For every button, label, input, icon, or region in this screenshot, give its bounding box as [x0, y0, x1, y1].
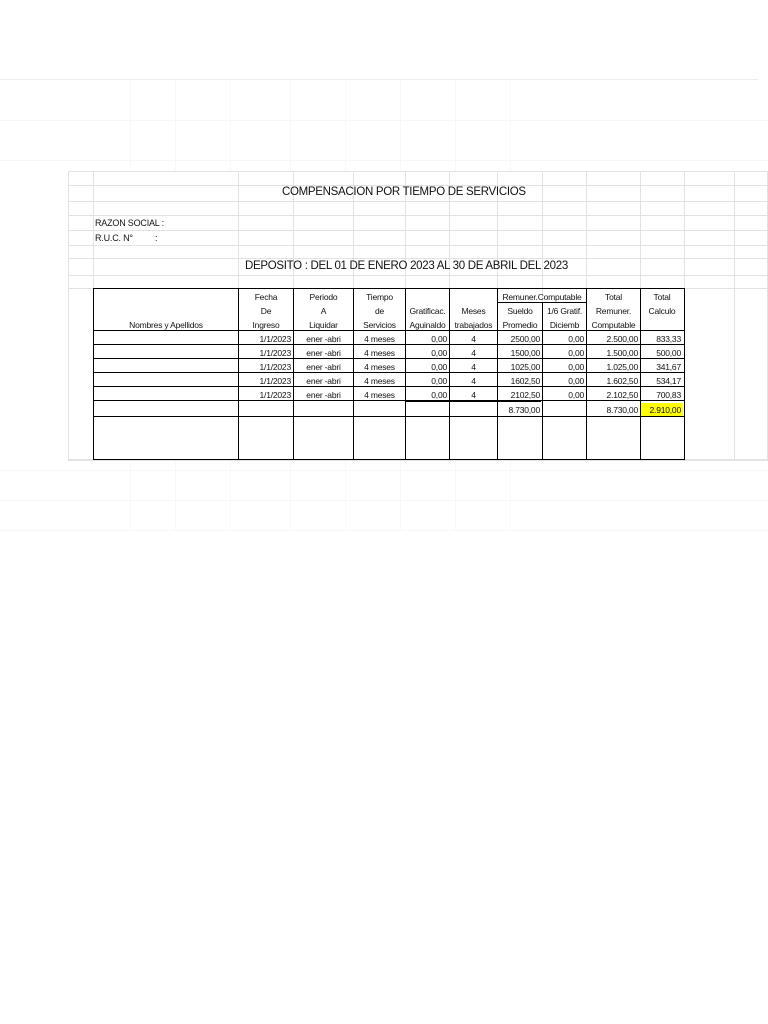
row-gratif16: 0,00: [568, 348, 584, 358]
header-gratif16-2: Diciemb: [549, 320, 580, 330]
header-fecha-1: Fecha: [254, 292, 278, 302]
table-row-line: [93, 416, 685, 417]
row-tiempo: 4 meses: [364, 334, 395, 344]
total-totalrem: 8.730,00: [606, 405, 638, 415]
backdrop-gridline: [0, 500, 768, 501]
row-gratif: 0,00: [431, 334, 447, 344]
table-row-line: [93, 372, 685, 373]
row-periodo: ener -abri: [306, 334, 341, 344]
sheet-gridline-h: [68, 245, 768, 246]
backdrop-gridline: [0, 160, 768, 161]
row-sueldo: 2102,50: [510, 390, 540, 400]
header-totalcalc-1: Total: [653, 292, 671, 302]
row-totalcalc: 341,67: [656, 362, 681, 372]
header-tiempo-1: Tiempo: [366, 292, 393, 302]
row-totalcalc: 700,83: [656, 390, 681, 400]
table-border-left: [93, 288, 94, 459]
ruc-label: R.U.C. N°: [95, 233, 133, 243]
backdrop-gridline: [0, 470, 768, 471]
header-totalcalc-2: Calculo: [648, 306, 676, 316]
totals-rule: [405, 401, 541, 402]
razon-social-label: RAZON SOCIAL :: [95, 218, 164, 228]
row-totalcalc: 500,00: [656, 348, 681, 358]
table-row-line: [93, 358, 685, 359]
row-meses: 4: [471, 376, 476, 386]
sheet-gridline-h: [68, 258, 768, 259]
row-meses: 4: [471, 390, 476, 400]
row-gratif: 0,00: [431, 390, 447, 400]
table-row-line: [93, 400, 685, 401]
row-fecha: 1/1/2023: [259, 362, 291, 372]
row-meses: 4: [471, 334, 476, 344]
header-periodo-1: Periodo: [309, 292, 338, 302]
sheet-gridline-h: [68, 275, 768, 276]
table-border-top: [93, 288, 685, 289]
row-gratif16: 0,00: [568, 376, 584, 386]
table-group-line: [497, 302, 586, 303]
row-sueldo: 1602,50: [510, 376, 540, 386]
row-periodo: ener -abri: [306, 348, 341, 358]
row-sueldo: 1025,00: [510, 362, 540, 372]
header-sueldo-2: Promedio: [502, 320, 538, 330]
header-gratif-2: Aguinaldo: [409, 320, 446, 330]
row-totalrem: 2.102,50: [606, 390, 638, 400]
sheet-gridline-h: [68, 171, 768, 172]
row-fecha: 1/1/2023: [259, 390, 291, 400]
document-title: COMPENSACION POR TIEMPO DE SERVICIOS: [282, 186, 526, 198]
sheet-gridline-h: [68, 201, 768, 202]
header-tiempo-3: Servicios: [363, 320, 396, 330]
row-periodo: ener -abri: [306, 362, 341, 372]
row-tiempo: 4 meses: [364, 390, 395, 400]
ruc-colon: :: [155, 233, 158, 243]
row-sueldo: 2500,00: [510, 334, 540, 344]
row-periodo: ener -abri: [306, 390, 341, 400]
header-periodo-3: Liquidar: [309, 320, 338, 330]
header-totalrem-1: Total: [605, 292, 622, 302]
header-meses-2: trabajados: [454, 320, 493, 330]
row-totalrem: 1.025,00: [606, 362, 638, 372]
header-totalrem-3: Computable: [591, 320, 636, 330]
row-totalrem: 1.500,00: [606, 348, 638, 358]
header-tiempo-2: de: [374, 306, 385, 316]
row-totalcalc: 534,17: [656, 376, 681, 386]
row-totalrem: 1.602,50: [606, 376, 638, 386]
row-tiempo: 4 meses: [364, 362, 395, 372]
row-tiempo: 4 meses: [364, 348, 395, 358]
backdrop-gridline: [0, 530, 768, 531]
row-sueldo: 1500,00: [510, 348, 540, 358]
total-sueldo: 8.730,00: [508, 405, 540, 415]
row-meses: 4: [471, 348, 476, 358]
row-meses: 4: [471, 362, 476, 372]
table-border-right: [684, 288, 685, 459]
row-periodo: ener -abri: [306, 376, 341, 386]
sheet-gridline-v: [68, 171, 69, 459]
row-gratif16: 0,00: [568, 390, 584, 400]
sheet-gridline-h: [68, 230, 768, 231]
table-row-line: [93, 344, 685, 345]
sheet-gridline-h: [68, 215, 768, 216]
row-gratif: 0,00: [431, 376, 447, 386]
header-gratif16-1: 1/6 Gratif.: [546, 306, 583, 316]
row-tiempo: 4 meses: [364, 376, 395, 386]
backdrop-gridline: [0, 120, 768, 121]
header-sueldo-1: Sueldo: [507, 306, 533, 316]
deposito-period: DEPOSITO : DEL 01 DE ENERO 2023 AL 30 DE ABRIL DEL 2023: [245, 260, 568, 272]
row-gratif: 0,00: [431, 362, 447, 372]
header-totalrem-2: Remuner.: [595, 306, 632, 316]
header-meses-1: Meses: [461, 306, 486, 316]
row-gratif16: 0,00: [568, 334, 584, 344]
table-row-line: [93, 386, 685, 387]
sheet-gridline-v: [734, 171, 735, 459]
row-fecha: 1/1/2023: [259, 376, 291, 386]
row-totalcalc: 833,33: [656, 334, 681, 344]
row-fecha: 1/1/2023: [259, 334, 291, 344]
page-top-divider: [0, 79, 758, 80]
row-gratif16: 0,00: [568, 362, 584, 372]
table-border-bottom: [93, 459, 685, 460]
row-gratif: 0,00: [431, 348, 447, 358]
header-remuner-group: Remuner.Computable: [502, 292, 582, 302]
header-gratif-1: Gratificac.: [409, 306, 446, 316]
total-totalcalc: 2.910,00: [649, 405, 681, 415]
header-periodo-2: A: [320, 306, 327, 316]
header-fecha-3: Ingreso: [252, 320, 280, 330]
row-fecha: 1/1/2023: [259, 348, 291, 358]
row-totalrem: 2.500,00: [606, 334, 638, 344]
header-fecha-2: De: [260, 306, 272, 316]
header-nombres: Nombres y Apellidos: [129, 320, 203, 330]
table-header-line: [93, 330, 685, 331]
